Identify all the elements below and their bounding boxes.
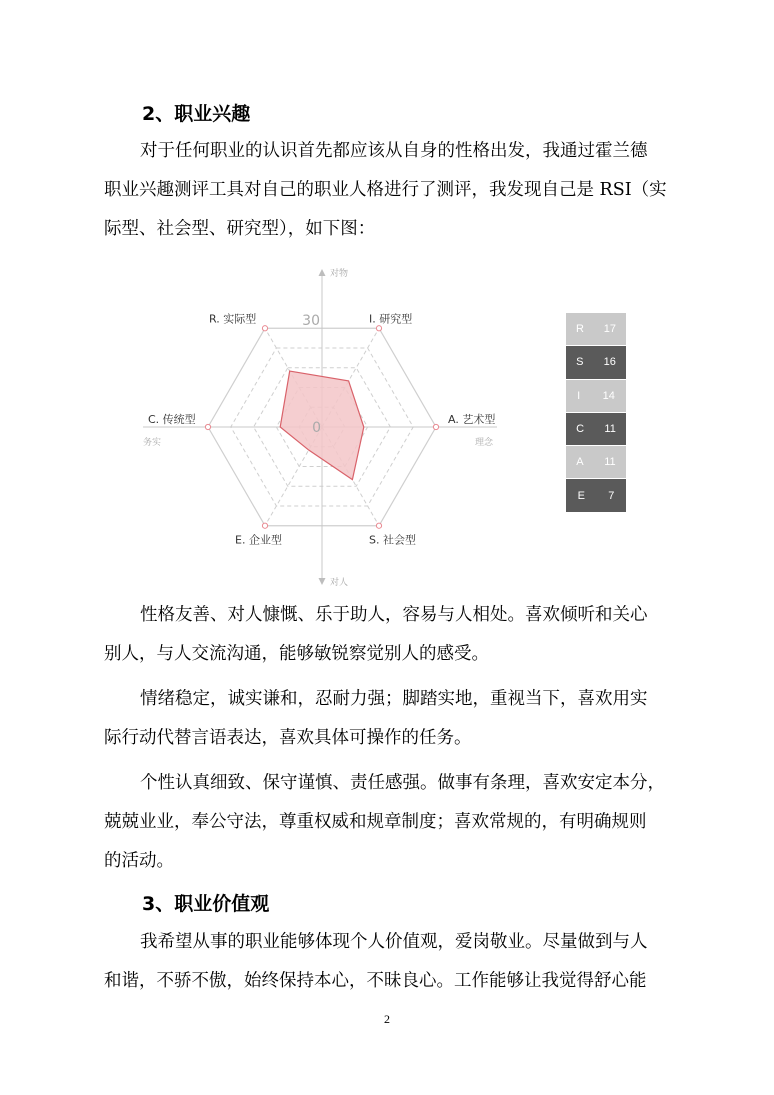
dimension-label-right: 理念 <box>475 438 494 448</box>
section-2-heading: 2、职业兴趣 <box>142 103 251 125</box>
section-3-intro <box>104 923 674 1001</box>
text-line: 我希望从事的职业能够体现个人价值观，爱岗敬业。尽量做到与人 <box>140 932 648 952</box>
score-row-i <box>566 380 626 413</box>
arrow-up-icon <box>319 269 326 276</box>
axis-label: R. 实际型 <box>209 312 257 326</box>
text-line: 际行动代替言语表达，喜欢具体可操作的任务。 <box>104 728 472 748</box>
vertex-marker <box>262 523 267 528</box>
section-3-heading: 3、职业价值观 <box>142 893 270 915</box>
text-line: 个性认真细致、保守谨慎、责任感强。做事有条理，喜欢安定本分， <box>140 773 665 793</box>
text-line: 别人，与人交流沟通，能够敏锐察觉别人的感受。 <box>104 644 489 664</box>
vertex-marker <box>205 424 210 429</box>
score-row-r <box>566 313 626 346</box>
text-line: 际型、社会型、研究型），如下图： <box>104 219 376 239</box>
section-2-intro <box>104 132 674 249</box>
vertex-marker <box>376 326 381 331</box>
score-code: E <box>577 489 585 502</box>
scale-max-label: 30 <box>302 313 320 329</box>
paragraph-emotion <box>104 680 674 758</box>
axis-label: S. 社会型 <box>369 533 416 547</box>
score-row-a <box>566 446 626 479</box>
page-number: 2 <box>384 1012 390 1026</box>
score-value: 11 <box>604 456 616 469</box>
text-line: 兢兢业业，奉公守法，尊重权威和规章制度；喜欢常规的，有明确规则 <box>104 812 647 832</box>
score-code: S <box>576 356 584 369</box>
vertex-marker <box>262 326 267 331</box>
paragraph-personality <box>104 596 674 674</box>
score-code: R <box>575 323 584 336</box>
score-code: C <box>576 423 585 436</box>
paragraph-conscientiousness <box>104 764 674 881</box>
axis-label: E. 企业型 <box>235 533 282 547</box>
score-value: 17 <box>603 323 617 336</box>
text-line: 和谐，不骄不傲，始终保持本心，不昧良心。工作能够让我觉得舒心能 <box>104 971 647 991</box>
vertex-marker <box>376 523 381 528</box>
text-line: 性格友善、对人慷慨、乐于助人，容易与人相处。喜欢倾听和关心 <box>140 605 648 625</box>
axis-label: C. 传统型 <box>148 413 196 426</box>
dimension-label-left: 务实 <box>143 438 162 448</box>
dimension-label-bottom: 对人 <box>330 578 349 588</box>
vertex-marker <box>433 424 438 429</box>
axis-label: A. 艺术型 <box>448 413 496 426</box>
score-code: I <box>577 389 581 402</box>
score-value: 7 <box>608 489 615 502</box>
score-row-s <box>566 346 626 379</box>
text-line: 的活动。 <box>104 851 174 871</box>
score-row-c <box>566 413 626 446</box>
score-value: 16 <box>603 356 616 369</box>
text-line: 职业兴趣测评工具对自己的职业人格进行了测评，我发现自己是 RSI（实 <box>104 180 667 200</box>
score-code: A <box>576 456 584 469</box>
text-line: 对于任何职业的认识首先都应该从自身的性格出发，我通过霍兰德 <box>140 141 648 161</box>
scale-min-label: 0 <box>312 420 321 436</box>
holland-radar-chart <box>135 264 505 594</box>
score-value: 11 <box>604 423 616 436</box>
axis-label: I. 研究型 <box>369 312 413 326</box>
score-table <box>566 313 626 513</box>
arrow-down-icon <box>319 578 326 585</box>
score-value: 14 <box>602 389 615 402</box>
text-line: 情绪稳定，诚实谦和，忍耐力强；脚踏实地，重视当下，喜欢用实 <box>140 689 648 709</box>
dimension-label-top: 对物 <box>330 269 349 279</box>
score-row-e <box>566 479 626 512</box>
